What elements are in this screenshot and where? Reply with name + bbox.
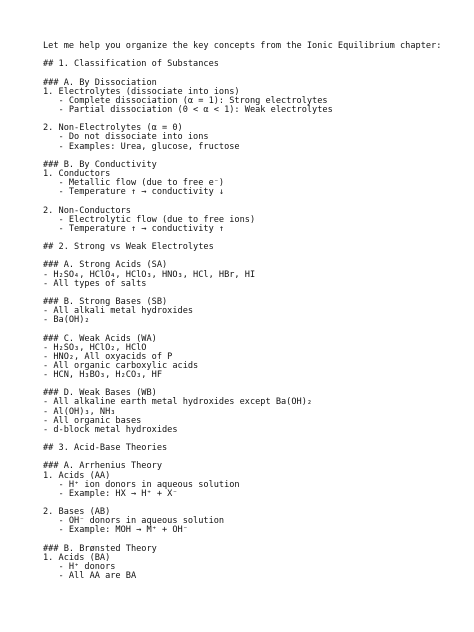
section-heading: ## 2. Strong vs Weak Electrolytes xyxy=(43,242,214,253)
bullet-item: - Example: HX → H⁺ + X⁻ xyxy=(43,488,178,499)
subsection-heading: ### A. Strong Acids (SA) xyxy=(43,260,168,271)
bullet-item: - All organic bases xyxy=(43,415,142,426)
bullet-item: - Electrolytic flow (due to free ions) xyxy=(43,214,256,225)
bullet-item: - H₂SO₃, HClO₂, HClO xyxy=(43,342,147,353)
bullet-item: - d-block metal hydroxides xyxy=(43,424,178,435)
section-heading: ## 3. Acid-Base Theories xyxy=(43,443,168,454)
bullet-item: - Al(OH)₃, NH₃ xyxy=(43,406,116,417)
subsection-heading: ### B. Brønsted Theory xyxy=(43,543,157,554)
numbered-item: 2. Non-Conductors xyxy=(43,205,131,216)
bullet-item: - H₂SO₄, HClO₄, HClO₃, HNO₃, HCl, HBr, HI xyxy=(43,269,256,280)
bullet-item: - Temperature ↑ → conductivity ↑ xyxy=(43,223,225,234)
numbered-item: 2. Bases (AB) xyxy=(43,507,111,518)
bullet-item: - All alkaline earth metal hydroxides except Ba(OH)₂ xyxy=(43,397,313,408)
bullet-item: - OH⁻ donors in aqueous solution xyxy=(43,516,225,527)
bullet-item: - All alkali metal hydroxides xyxy=(43,306,194,317)
numbered-item: 1. Electrolytes (dissociate into ions) xyxy=(43,86,240,97)
bullet-item: - Temperature ↑ → conductivity ↓ xyxy=(43,187,225,198)
subsection-heading: ### A. Arrhenius Theory xyxy=(43,461,162,472)
bullet-item: - All AA are BA xyxy=(43,571,137,582)
bullet-item: - HNO₂, All oxyacids of P xyxy=(43,351,173,362)
document-text xyxy=(43,42,464,581)
bullet-item: - Example: MOH → M⁺ + OH⁻ xyxy=(43,525,188,536)
bullet-item: - Ba(OH)₂ xyxy=(43,315,90,326)
numbered-item: 1. Acids (BA) xyxy=(43,552,111,563)
bullet-item: - All types of salts xyxy=(43,278,147,289)
bullet-item: - Complete dissociation (α = 1): Strong electrolytes xyxy=(43,95,328,106)
subsection-heading: ### A. By Dissociation xyxy=(43,77,157,88)
numbered-item: 2. Non-Electrolytes (α = 0) xyxy=(43,123,183,134)
bullet-item: - HCN, H₃BO₃, H₂CO₃, HF xyxy=(43,370,162,381)
bullet-item: - H⁺ donors xyxy=(43,562,116,573)
bullet-item: - All organic carboxylic acids xyxy=(43,360,199,371)
subsection-heading: ### C. Weak Acids (WA) xyxy=(43,333,157,344)
subsection-heading: ### B. By Conductivity xyxy=(43,159,157,170)
bullet-item: - H⁺ ion donors in aqueous solution xyxy=(43,479,240,490)
bullet-item: - Do not dissociate into ions xyxy=(43,132,209,143)
subsection-heading: ### B. Strong Bases (SB) xyxy=(43,296,168,307)
subsection-heading: ### D. Weak Bases (WB) xyxy=(43,388,157,399)
numbered-item: 1. Acids (AA) xyxy=(43,470,111,481)
section-heading: ## 1. Classification of Substances xyxy=(43,59,219,70)
bullet-item: - Examples: Urea, glucose, fructose xyxy=(43,141,240,152)
text-line: Let me help you organize the key concepts from the Ionic Equilibrium chapter: xyxy=(43,41,442,51)
numbered-item: 1. Conductors xyxy=(43,168,111,179)
bullet-item: - Metallic flow (due to free e⁻) xyxy=(43,178,225,189)
bullet-item: - Partial dissociation (0 < α < 1): Weak electrolytes xyxy=(43,104,333,115)
